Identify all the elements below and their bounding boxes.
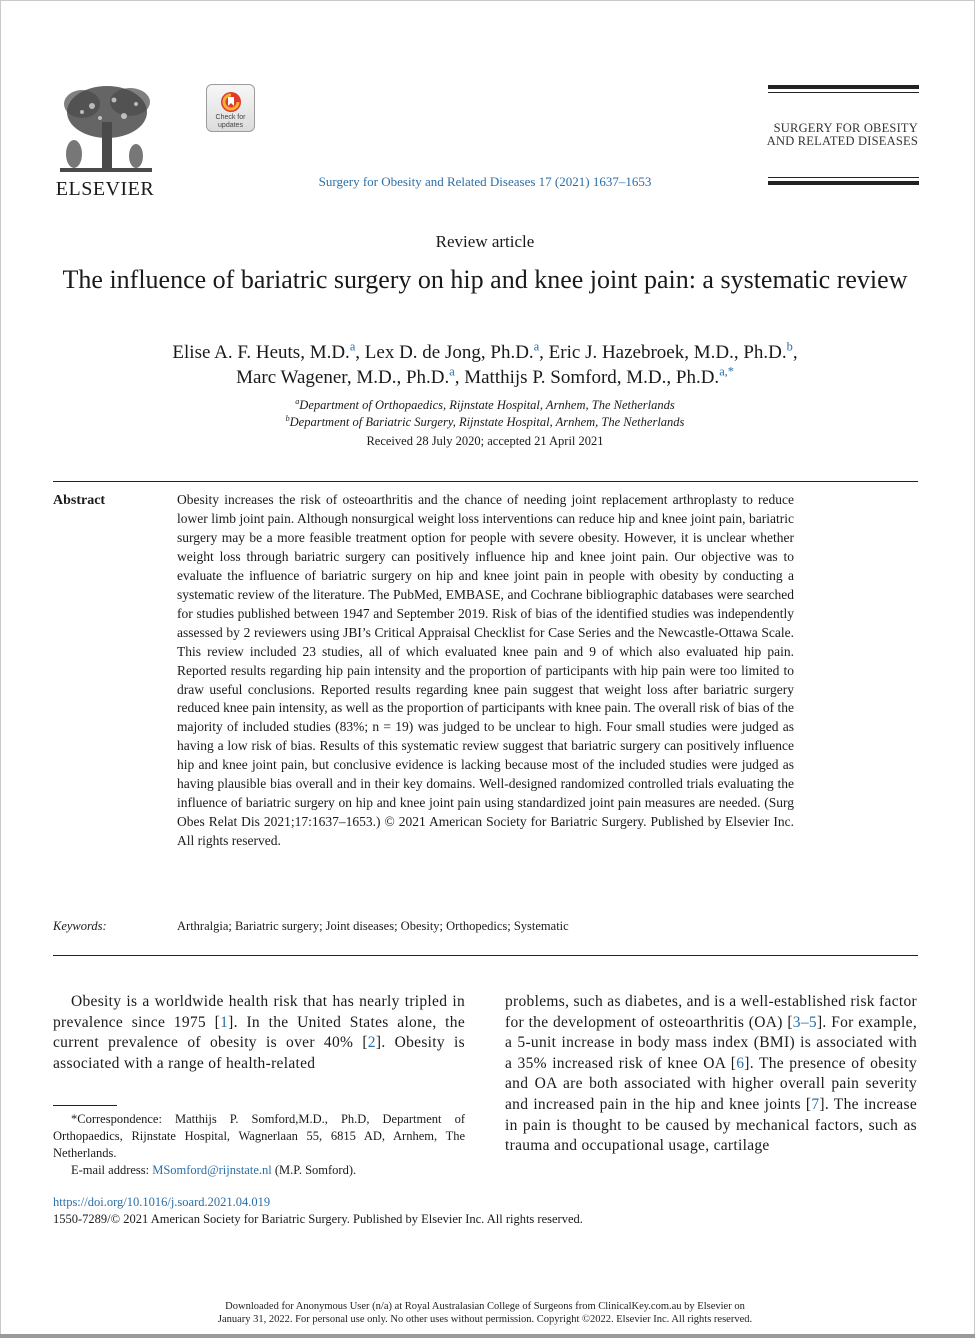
author-name: Matthijs P. Somford, M.D., Ph.D. (464, 367, 720, 388)
author-affil-mark[interactable]: a (533, 339, 540, 354)
author-list (60, 340, 910, 390)
affil-mark: a (295, 396, 300, 406)
article-type: Review article (435, 232, 535, 251)
author-sep: , (454, 367, 465, 388)
author-name: Marc Wagener, M.D., Ph.D. (236, 367, 450, 388)
header-rule (768, 177, 919, 178)
keywords-list: Arthralgia; Bariatric surgery; Joint diseases; Obesity; Orthopedics; Systematic (177, 919, 569, 933)
header-rule (768, 92, 919, 93)
citation-link[interactable]: 2 (367, 1034, 376, 1052)
body-column-left (53, 992, 465, 1074)
affil-text: Department of Bariatric Surgery, Rijnstate Hospital, Arnhem, The Netherlands (289, 415, 685, 429)
divider (53, 955, 918, 956)
email-line (53, 1162, 465, 1179)
affiliations (60, 397, 910, 431)
keywords-label: Keywords: (53, 919, 107, 933)
body-text: problems, such as diabetes, and is a well-established risk factor for the development of osteoarthritis (OA) [ (505, 993, 917, 1031)
publisher-name: ELSEVIER (55, 178, 155, 200)
article-title: The influence of bariatric surgery on hip and knee joint pain: a systematic review (62, 265, 908, 294)
abstract-label: Abstract (53, 493, 106, 508)
affil-text: Department of Orthopaedics, Rijnstate Hospital, Arnhem, The Netherlands (299, 398, 675, 412)
author-name: Eric J. Hazebroek, M.D., Ph.D. (548, 342, 787, 363)
body-text: ]. For example, a 5-unit increase in body mass index (BMI) is associated with a 35% increased risk of knee OA [ (505, 1013, 917, 1072)
citation-link[interactable]: 7 (811, 1095, 820, 1113)
citation-link[interactable]: 6 (736, 1054, 745, 1072)
body-paragraph (53, 992, 465, 1074)
abstract-text: Obesity increases the risk of osteoarthritis and the chance of needing joint replacement arthroplasty to reduce lower limb joint pain. Although nonsurgical weight loss interventions can reduce hip and knee joint pain, bariatric surgery may be a more feasible treatment option for people with severe obesity. However, it is unclear whether weight loss through bariatric surgery can positively influence hip and knee joint pain. Our objective was to evaluate the influence of bariatric surgery on hip and knee joint pain in people with obesity by conducting a systematic review of the literature. The PubMed, EMBASE, and Cochrane bibliographic databases were searched for studies published between 1947 and September 2019. Risk of bias of the identified studies was independently assessed by 2 reviewers using JBI’s Critical Appraisal Checklist for Case Series and the Newcastle-Ottawa Scale. This review included 23 studies, all of which evaluated knee pain and 9 of which also evaluated hip pain. Reported results regarding hip pain intensity and the proportion of participants with hip pain were too limited to draw useful conclusions. Reported results regarding knee pain suggest that weight loss after bariatric surgery reduced knee pain intensity, as well as the proportion of participants with knee pain. The overall risk of bias of the majority of included studies (83%; n = 19) was judged to be unclear to high. Four small studies were judged as having a low risk of bias. Results of this systematic review suggest that bariatric surgery can positively influence hip and knee joint pain, but conclusive evidence is lacking because most of the included studies were judged as having plausible bias overall and in their key domains. Well-designed randomized controlled trials evaluating the influence of bariatric surgery on hip and knee joint pain using standardized joint pain measures are needed. (Surg Obes Relat Dis 2021;17:1637–1653.) © 2021 American Society for Bariatric Surgery. Published by Elsevier Inc. All rights reserved. (177, 492, 794, 849)
author-affil-mark[interactable]: a,* (719, 364, 734, 379)
download-notice (90, 1300, 880, 1326)
journal-name (740, 122, 918, 148)
author-name: Elise A. F. Heuts, M.D. (172, 342, 350, 363)
correspondence-text: *Correspondence: Matthijs P. Somford,M.D., Ph.D, Department of Orthopaedics, Rijnstate Hospital, Wagnerlaan 55, 6815 AD, Arnhem, The Netherlands. (53, 1112, 465, 1160)
body-text: Obesity is a worldwide health risk that has nearly tripled in prevalence since 1975 [ (53, 993, 465, 1031)
copyright-line: 1550-7289/© 2021 American Society for Bariatric Surgery. Published by Elsevier Inc. All rights reserved. (53, 1212, 583, 1226)
doi-link[interactable]: https://doi.org/10.1016/j.soard.2021.04.019 (53, 1195, 271, 1209)
journal-name-line1: SURGERY FOR OBESITY (773, 121, 918, 135)
affil-mark: b (285, 413, 290, 423)
email-label: E-mail address: (71, 1163, 153, 1177)
received-dates: Received 28 July 2020; accepted 21 April 2021 (366, 434, 604, 448)
body-text: ]. In the United States alone, the current prevalence of obesity is over 40% [ (53, 1013, 465, 1052)
check-for-updates-button[interactable] (206, 84, 255, 132)
check-updates-icon (220, 91, 242, 113)
body-paragraph (505, 992, 917, 1157)
check-label-2: updates (218, 122, 243, 129)
correspondence-footnote (53, 1111, 465, 1179)
download-line-1: Downloaded for Anonymous User (n/a) at Royal Australasian College of Surgeons from ClinicalKey.com.au by Elsevier on (225, 1301, 745, 1312)
body-text: ]. The increase in pain is thought to be caused by mechanical factors, such as trauma and occupational usage, cartilage (505, 1095, 917, 1155)
author-sep: , (355, 342, 365, 363)
author-affil-mark[interactable]: a (449, 364, 455, 379)
download-line-2: January 31, 2022. For personal use only. No other uses without permission. Copyright ©2022. Elsevier Inc. All rights reserved. (217, 1314, 753, 1325)
footnote-rule (53, 1105, 117, 1106)
author-sep: , (539, 342, 549, 363)
elsevier-tree-logo (52, 82, 158, 178)
email-suffix: (M.P. Somford). (271, 1163, 357, 1177)
journal-reference-link[interactable]: Surgery for Obesity and Related Diseases 17 (2021) 1637–1653 (318, 174, 652, 189)
affiliation-b (60, 414, 910, 431)
check-label-1: Check for (215, 114, 246, 121)
divider (53, 481, 918, 482)
affiliation-a (60, 397, 910, 414)
author-sep: , (792, 342, 798, 363)
email-link[interactable]: MSomford@rijnstate.nl (152, 1163, 272, 1177)
header-rule (768, 85, 919, 89)
author-affil-mark[interactable]: b (786, 339, 793, 354)
citation-link[interactable]: 1 (220, 1013, 229, 1031)
journal-name-line2: AND RELATED DISEASES (766, 134, 918, 148)
body-text: ]. Obesity is associated with a range of health-related (53, 1034, 465, 1072)
body-column-right (505, 992, 917, 1157)
author-name: Lex D. de Jong, Ph.D. (364, 342, 534, 363)
header-rule (768, 181, 919, 185)
author-affil-mark[interactable]: a (349, 339, 356, 354)
body-text: ]. The presence of obesity and OA are both associated with higher overall pain severity and increased pain in the hip and knee joints [ (505, 1054, 918, 1113)
citation-link[interactable]: 3–5 (792, 1013, 817, 1031)
bottom-bar (0, 1334, 975, 1338)
